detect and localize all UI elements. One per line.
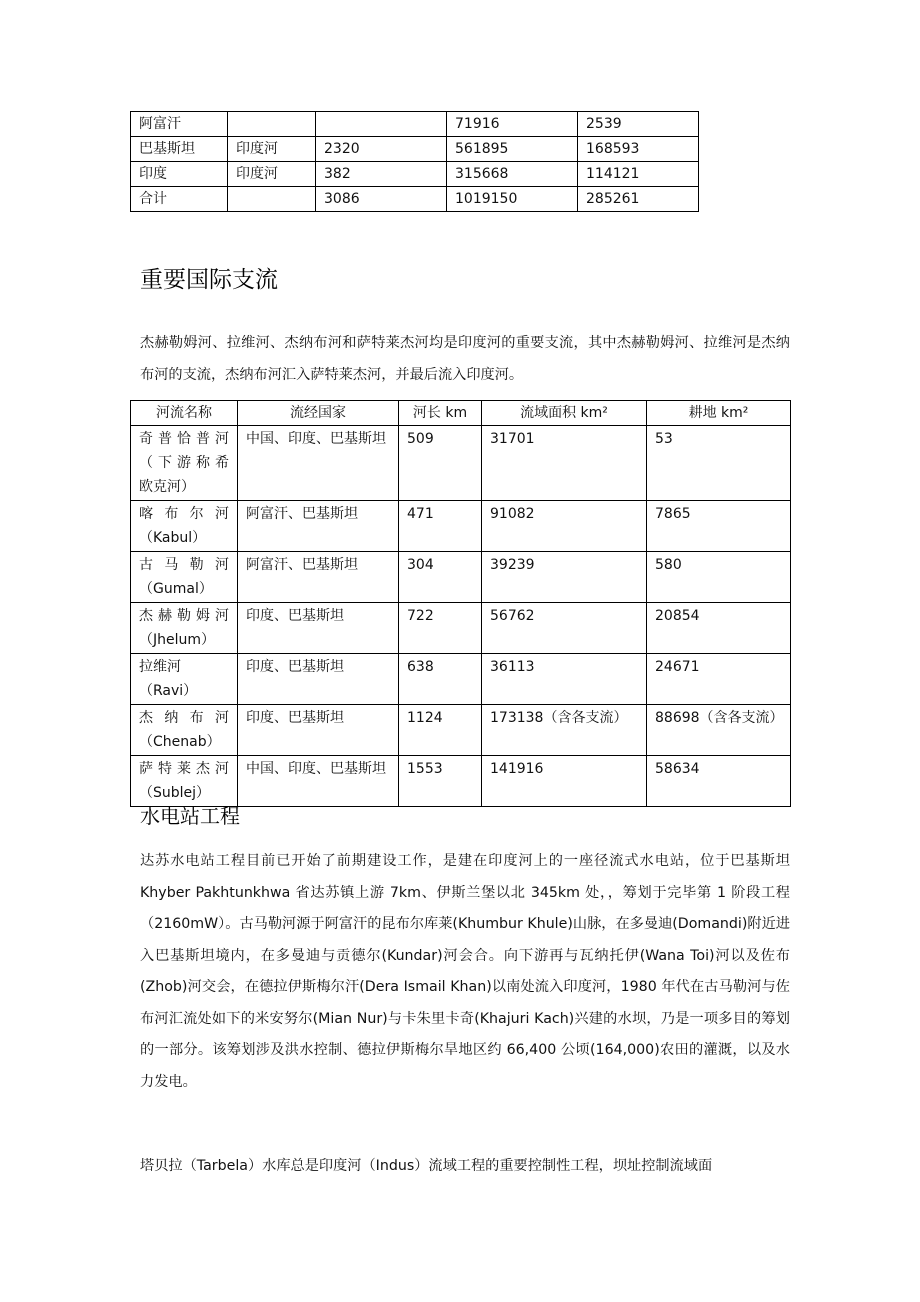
tributaries-body (131, 426, 791, 807)
table-cell: 114121 (578, 162, 699, 187)
table-cell: 561895 (447, 137, 578, 162)
river-farmland-cell: 58634 (647, 756, 791, 807)
river-countries-cell: 阿富汗、巴基斯坦 (238, 552, 399, 603)
river-farmland-cell: 580 (647, 552, 791, 603)
river-farmland-cell: 7865 (647, 501, 791, 552)
river-area-cell: 173138（含各支流） (482, 705, 647, 756)
tributaries-table (130, 400, 791, 807)
table-row (131, 552, 791, 603)
river-name-line: 欧克河） (139, 479, 195, 495)
header-countries: 流经国家 (238, 401, 399, 426)
table-row (131, 705, 791, 756)
river-name-line: 杰赫勒姆河 (139, 608, 229, 624)
header-length: 河长 km (399, 401, 482, 426)
river-farmland-cell: 88698（含各支流） (647, 705, 791, 756)
river-name-line: 萨特莱杰河 (139, 761, 229, 777)
river-name-cell (131, 654, 238, 705)
country-summary-body (131, 112, 699, 212)
river-countries-cell: 印度、巴基斯坦 (238, 603, 399, 654)
section-title-international-tributaries: 重要国际支流 (140, 267, 278, 293)
table-cell: 印度 (131, 162, 228, 187)
table-row (131, 501, 791, 552)
table-cell (228, 187, 316, 212)
river-name-line: （下游称希 (139, 455, 229, 471)
header-basin-area: 流域面积 km² (482, 401, 647, 426)
river-length-cell: 722 (399, 603, 482, 654)
river-countries-cell: 印度、巴基斯坦 (238, 705, 399, 756)
river-length-cell: 638 (399, 654, 482, 705)
river-countries-cell: 中国、印度、巴基斯坦 (238, 426, 399, 501)
table-cell: 2320 (316, 137, 447, 162)
section-title-hydropower: 水电站工程 (140, 804, 240, 828)
river-name-cell (131, 501, 238, 552)
table-cell: 2539 (578, 112, 699, 137)
river-area-cell: 141916 (482, 756, 647, 807)
river-length-cell: 509 (399, 426, 482, 501)
river-name-line: 拉维河（Ravi） (139, 659, 198, 699)
table-cell: 印度河 (228, 137, 316, 162)
river-length-cell: 1124 (399, 705, 482, 756)
table-header-row (131, 401, 791, 426)
river-countries-cell: 中国、印度、巴基斯坦 (238, 756, 399, 807)
river-area-cell: 91082 (482, 501, 647, 552)
river-farmland-cell: 53 (647, 426, 791, 501)
table-cell: 71916 (447, 112, 578, 137)
river-name-cell (131, 603, 238, 654)
river-name-cell (131, 426, 238, 501)
table-cell (316, 112, 447, 137)
table-row (131, 137, 699, 162)
table-cell: 合计 (131, 187, 228, 212)
river-name-line: （Jhelum） (139, 632, 216, 648)
header-river-name: 河流名称 (131, 401, 238, 426)
river-area-cell: 36113 (482, 654, 647, 705)
river-length-cell: 304 (399, 552, 482, 603)
table-row (131, 187, 699, 212)
table-cell: 168593 (578, 137, 699, 162)
country-summary-table (130, 111, 699, 212)
river-name-line: 古马勒河 (139, 557, 229, 573)
table-row (131, 426, 791, 501)
table-cell: 阿富汗 (131, 112, 228, 137)
header-farmland: 耕地 km² (647, 401, 791, 426)
river-name-line: 奇普恰普河 (139, 431, 229, 447)
table-cell (228, 112, 316, 137)
table-row (131, 603, 791, 654)
river-length-cell: 471 (399, 501, 482, 552)
river-name-line: 杰纳布河 (139, 710, 229, 726)
river-name-line: （Gumal） (139, 581, 213, 597)
table-cell: 315668 (447, 162, 578, 187)
tributaries-intro-paragraph: 杰赫勒姆河、拉维河、杰纳布河和萨特莱杰河均是印度河的重要支流，其中杰赫勒姆河、拉维河是杰纳布河的支流，杰纳布河汇入萨特莱杰河，并最后流入印度河。 (140, 335, 790, 383)
river-countries-cell: 印度、巴基斯坦 (238, 654, 399, 705)
table-cell: 1019150 (447, 187, 578, 212)
river-farmland-cell: 24671 (647, 654, 791, 705)
table-cell: 382 (316, 162, 447, 187)
river-area-cell: 39239 (482, 552, 647, 603)
river-name-cell (131, 705, 238, 756)
table-cell: 3086 (316, 187, 447, 212)
table-row (131, 112, 699, 137)
table-row (131, 654, 791, 705)
table-cell: 巴基斯坦 (131, 137, 228, 162)
river-countries-cell: 阿富汗、巴基斯坦 (238, 501, 399, 552)
table-cell: 285261 (578, 187, 699, 212)
river-farmland-cell: 20854 (647, 603, 791, 654)
river-name-line: （Kabul） (139, 530, 207, 546)
river-length-cell: 1553 (399, 756, 482, 807)
river-name-cell (131, 552, 238, 603)
tarbela-paragraph: 塔贝拉（Tarbela）水库总是印度河（Indus）流域工程的重要控制性工程，坝址控制流域面 (140, 1158, 713, 1174)
river-area-cell: 56762 (482, 603, 647, 654)
table-cell: 印度河 (228, 162, 316, 187)
table-row (131, 162, 699, 187)
river-name-line: （Chenab） (139, 734, 221, 750)
river-area-cell: 31701 (482, 426, 647, 501)
river-name-line: 喀布尔河 (139, 506, 229, 522)
hydropower-paragraph: 达苏水电站工程目前已开始了前期建设工作，是建在印度河上的一座径流式水电站，位于巴基斯坦 Khyber Pakhtunkhwa 省达苏镇上游 7km、伊斯兰堡以北 345km 处，，筹划于完毕第 1 阶段工程（2160mW）。古马勒河源于阿富汗的昆布尔库莱(Khumbur Khule)山脉，在多曼迪(Domandi)附近进入巴基斯坦境内，在多曼迪与贡德尔(Kundar)河会合。向下游再与瓦纳托伊(Wana Toi)河以及佐布(Zhob)河交会，在德拉伊斯梅尔汗(Dera Ismail Khan)以南处流入印度河，1980 年代在古马勒河与佐布河汇流处如下的米安努尔(Mian Nur)与卡朱里卡奇(Khajuri Kach)兴建的水坝，乃是一项多目的筹划的一部分。该筹划涉及洪水控制、德拉伊斯梅尔旱地区约 66,400 公顷(164,000)农田的灌溉，以及水力发电。 (140, 853, 790, 1090)
river-name-line: （Sublej） (139, 785, 211, 801)
